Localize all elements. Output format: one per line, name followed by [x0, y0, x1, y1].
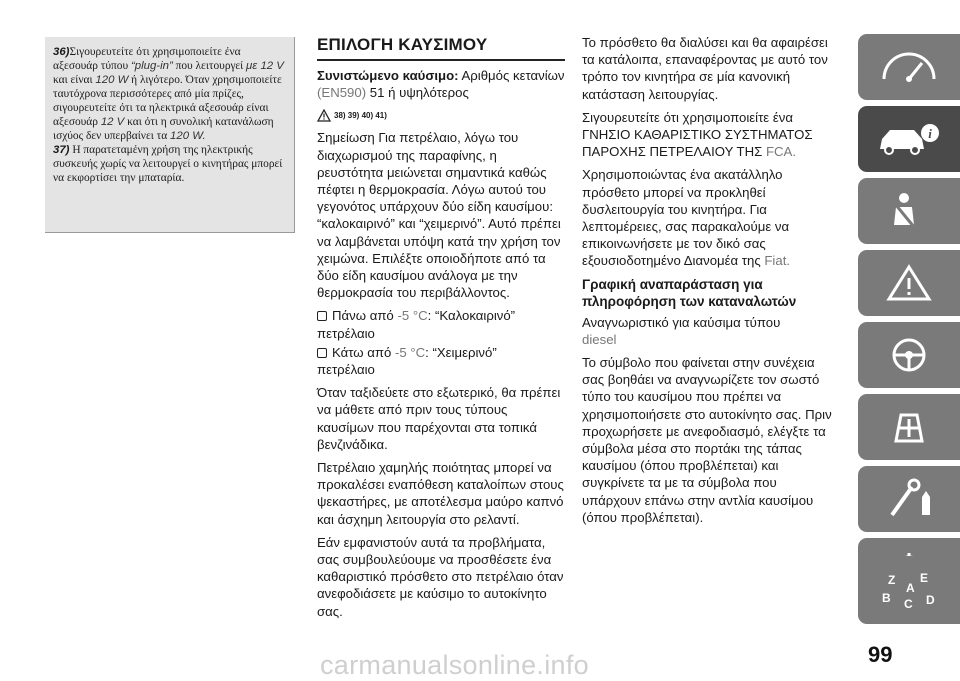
note-37: 37) Η παρατεταμένη χρήση της ηλεκτρικής συσκευής χωρίς να λειτουργεί ο κινητήρας μπορεί να εκφορτίσει την μπαταρία.: [53, 144, 283, 184]
tab-warning-lights[interactable]: [858, 250, 960, 316]
warning-light-icon: [874, 261, 944, 305]
paragraph-additive: Το πρόσθετο θα διαλύσει και θα αφαιρέσει τα κατάλοιπα, επαναφέροντας με αυτό τον τρόπο τον κινητήρα σε μία κανονική κατάσταση λειτουργίας.: [582, 35, 828, 102]
paragraph-note: Σημείωση Για πετρέλαιο, λόγω του διαχωρισμού της παραφίνης, η ρευστότητα μειώνεται σημαντικά καθώς πέφτει η θερμοκρασία. Λόγω αυτού του γεγονότος υπάρχουν δύο είδη καυσίμου: “καλοκαιρινό” και “χειμερινό”. Αυτό πρέπει να λαμβάνεται υπόψη κατά την χρήση τον χειμώνα. Επιλέξτε οποιοδήποτε από τα δύο είδη καυσίμου ανάλογα με την θερμοκρασία του περιβάλλοντος.: [317, 130, 561, 301]
note-36: 36)Σιγουρευτείτε ότι χρησιμοποιείτε ένα αξεσουάρ τύπου “plug-in” που λειτουργεί με 12 V και είναι 120 W ή λιγότερο. Όταν χρησιμοποιείτε ταυτόχρονα περισσότερες από μία πρίζες, σιγουρευτείτε ότι τα ηλεκτρικά αξεσουάρ είναι αξεσουάρ 12 V και ότι η συνολική κατανάλωση ισχύος δεν υπερβαίνει τα 120 W.: [53, 46, 284, 142]
tab-maintenance[interactable]: [858, 466, 960, 532]
warning-references: 38) 39) 40) 41): [317, 107, 565, 123]
subheading-graphic: Γραφική αναπαράσταση για πληροφόρηση των καταναλωτών: [582, 276, 797, 309]
paragraph-problems: Εάν εμφανιστούν αυτά τα προβλήματα, σας συμβουλεύουμε να προσθέσετε ένα καθαριστικό πρόσθετο στο πετρέλαιο όταν ανεφοδιάσετε με καύσιμο το αυτοκίνητο σας.: [317, 534, 564, 619]
paragraph-low-quality: Πετρέλαιο χαμηλής ποιότητας μπορεί να προκαλέσει εναπόθεση καταλοίπων στους ψεκαστήρες, με αποτέλεσμα μαύρο καπνό και άσχημη λειτουργία στο ρελαντί.: [317, 460, 564, 527]
bullet-item-winter: Κάτω από -5 °C: “Χειμερινό” πετρέλαιο: [317, 344, 497, 378]
paragraph-symbol: Το σύμβολο που φαίνεται στην συνέχεια σας βοηθάει να αναγνωρίζετε τον σωστό τύπο του καυσίμου που πρέπει να χρησιμοποιήσετε στο αυτοκίνητο σας. Πριν προχωρήσετε με ανεφοδιασμό, ελέγξτε τα σύμβολα μέσα στο πορτάκι της τάπας καυσίμου (όπου προβλέπεται) και συγκρίνετε τα με τα σύμβολα που υπάρχουν επάνω στην αντλία καυσίμου (όπου προβλέπεται).: [582, 355, 832, 525]
section-heading: ΕΠΙΛΟΓΗ ΚΑΥΣΙΜΟΥ: [317, 34, 565, 61]
bullet-icon: [317, 348, 327, 358]
paragraph-unsuitable: Χρησιμοποιώντας ένα ακατάλληλο πρόσθετο μπορεί να προκληθεί δυσλειτουργία του κινητήρα. Για λεπτομέρειες, σας παρακαλούμε να επικοινωνήσετε με τον δικό σας εξουσιοδοτημένο Διανομέα της Fiat.: [582, 167, 791, 269]
watermark: carmanualsonline.info: [320, 650, 589, 680]
bullet-item-summer: Πάνω από -5 °C: “Καλοκαιρινό” πετρέλαιο: [317, 308, 516, 341]
maintenance-tools-icon: [874, 477, 944, 521]
alphabetical-index-icon: [874, 568, 944, 612]
svg-text:E: E: [920, 571, 929, 585]
tab-index[interactable]: [858, 556, 960, 624]
seatbelt-icon: [874, 189, 944, 233]
paragraph-identifier: Αναγνωριστικό για καύσιμα τύπου diesel: [582, 314, 781, 347]
tab-emergency[interactable]: [858, 394, 960, 460]
recommended-fuel: Συνιστώμενο καύσιμο: Αριθμός κετανίων (EN590) 51 ή υψηλότερος: [317, 68, 565, 101]
svg-text:C: C: [904, 597, 913, 611]
dashboard-gauge-icon: [874, 45, 944, 89]
warning-triangle-icon: [317, 109, 331, 122]
tab-starting-driving[interactable]: [858, 322, 960, 388]
svg-text:D: D: [926, 593, 935, 607]
starting-driving-icon: [874, 333, 944, 377]
paragraph-genuine: Σιγουρευτείτε ότι χρησιμοποιείτε ένα ΓΝΗΣΙΟ ΚΑΘΑΡΙΣΤΙΚΟ ΣΥΣΤΗΜΑΤΟΣ ΠΑΡΟΧΗΣ ΠΕΤΡΕΛΑΙΟΥ ΤΗΣ FCA.: [582, 109, 813, 160]
text-column-right: [582, 34, 838, 532]
tab-dashboard[interactable]: [858, 34, 960, 100]
tab-safety[interactable]: [858, 178, 960, 244]
paragraph-travel: Όταν ταξιδεύετε στο εξωτερικό, θα πρέπει να μάθετε από πριν τους τύπους καυσίμων που παρέχονται στα τοπικά βενζινάδικα.: [317, 385, 561, 452]
tab-car-info[interactable]: [858, 106, 960, 172]
svg-text:B: B: [882, 591, 891, 605]
svg-text:Z: Z: [888, 573, 896, 587]
page-number: 99: [868, 642, 893, 667]
notes-box: [45, 37, 295, 233]
car-info-icon: [874, 117, 944, 161]
emergency-icon: [874, 405, 944, 449]
svg-text:i: i: [928, 126, 932, 141]
text-column-left: [317, 34, 565, 626]
svg-text:A: A: [906, 581, 915, 595]
bullet-icon: [317, 311, 327, 321]
